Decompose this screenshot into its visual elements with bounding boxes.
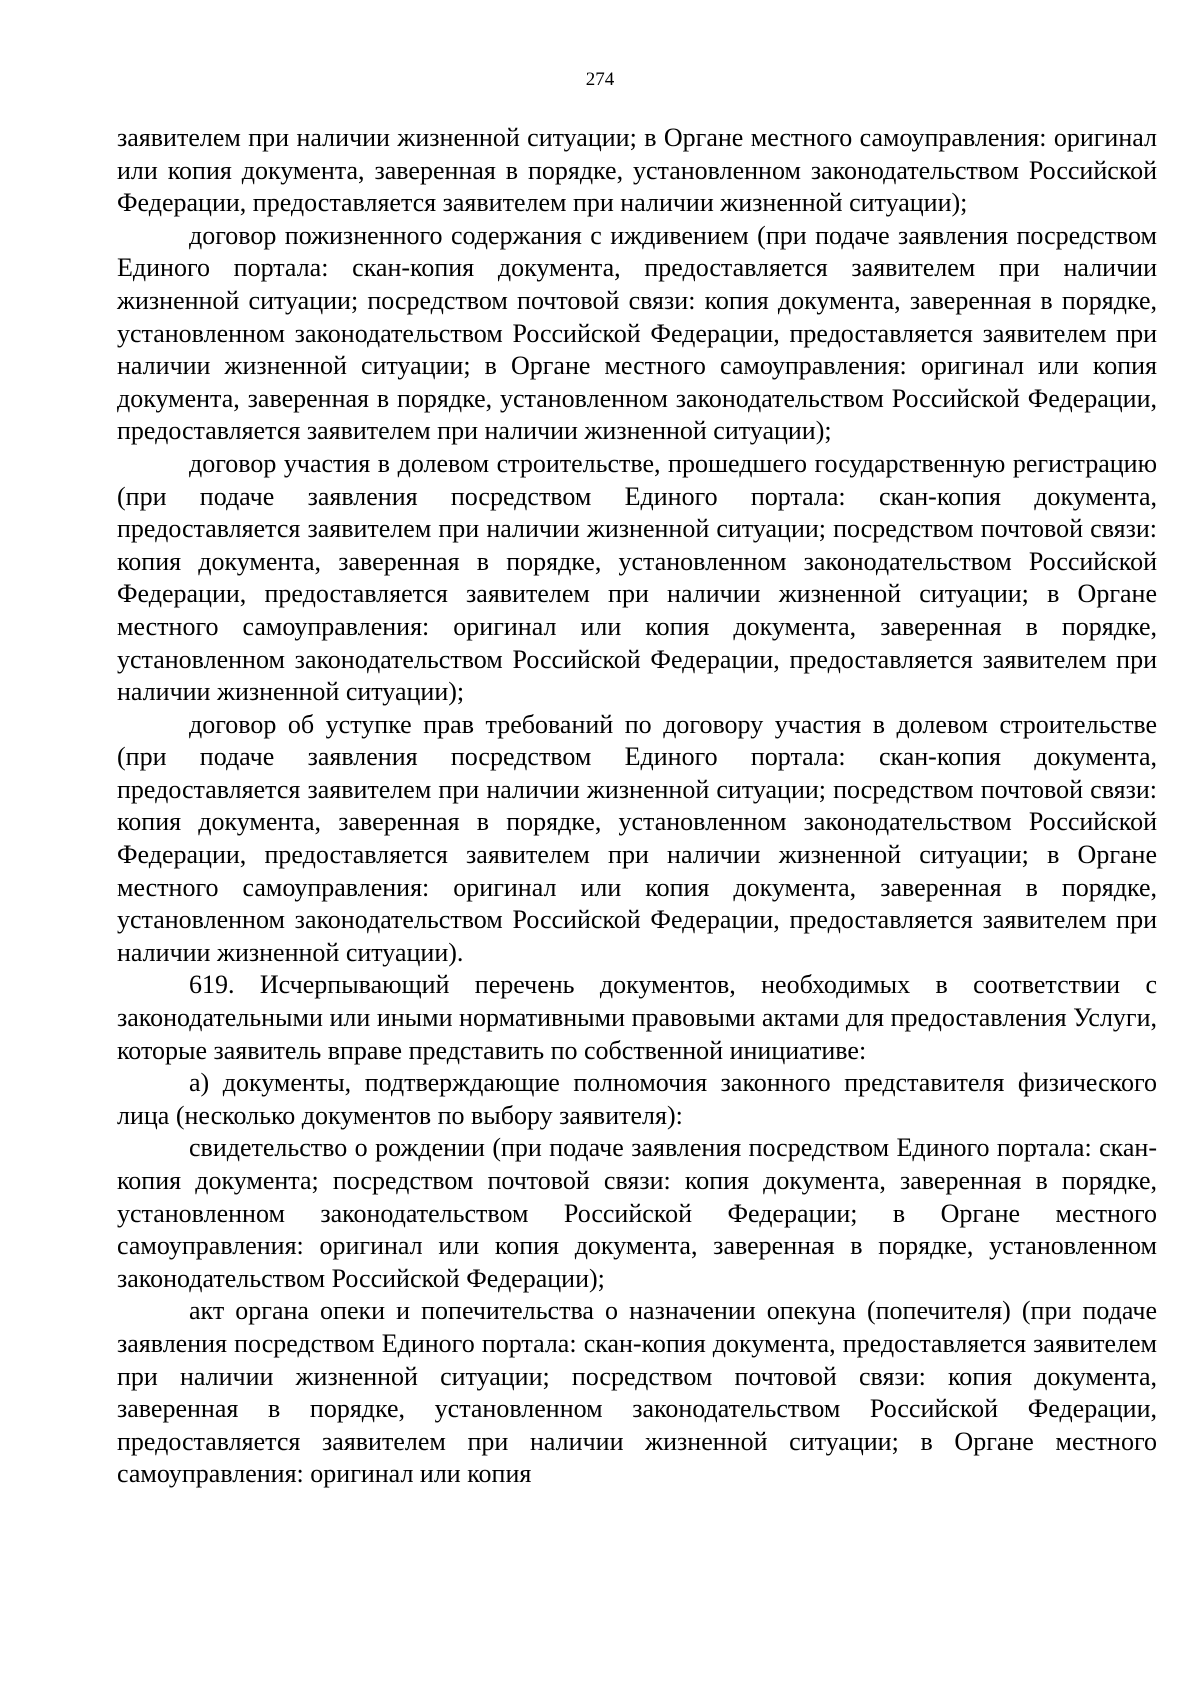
- paragraph-birth-certificate: свидетельство о рождении (при подаче заявления посредством Единого портала: скан-копия документа; посредством почтовой связи: копия документа, заверенная в порядке, установленном законодательством Российской Федерации; в Органе местного самоуправления: оригинал или копия документа, заверенная в порядке, установленном законодательством Российской Федерации);: [117, 1133, 1157, 1293]
- paragraph-list-item-a: а) документы, подтверждающие полномочия законного представителя физического лица (несколько документов по выбору заявителя):: [117, 1068, 1157, 1130]
- page-number: 274: [585, 69, 615, 90]
- paragraph-shared-construction-contract: договор участия в долевом строительстве, прошедшего государственную регистрацию (при подаче заявления посредством Единого портала: скан-копия документа, предоставляется заявителем при наличии жизненной ситуации; посредством почтовой связи: копия документа, заверенная в порядке, установленном законодательством Российской Федерации, предоставляется заявителем при наличии жизненной ситуации; в Органе местного самоуправления: оригинал или копия документа, заверенная в порядке, установленном законодательством Российской Федерации, предоставляется заявителем при наличии жизненной ситуации);: [117, 448, 1157, 707]
- paragraph-assignment-of-rights-contract: договор об уступке прав требований по договору участия в долевом строительстве (при подаче заявления посредством Единого портала: скан-копия документа, предоставляется заявителем при наличии жизненной ситуации; посредством почтовой связи: копия документа, заверенная в порядке, установленном законодательством Российской Федерации, предоставляется заявителем при наличии жизненной ситуации; в Органе местного самоуправления: оригинал или копия документа, заверенная в порядке, установленном законодательством Российской Федерации, предоставляется заявителем при наличии жизненной ситуации).: [117, 709, 1157, 967]
- document-body: [117, 122, 1157, 1491]
- paragraph-continuation: заявителем при наличии жизненной ситуации; в Органе местного самоуправления: оригинал или копия документа, заверенная в порядке, установленном законодательством Российской Федерации, предоставляется заявителем при наличии жизненной ситуации);: [117, 123, 1157, 218]
- paragraph-guardianship-act: акт органа опеки и попечительства о назначении опекуна (попечителя) (при подаче заявления посредством Единого портала: скан-копия документа, предоставляется заявителем при наличии жизненной ситуации; посредством почтовой связи: копия документа, заверенная в порядке, установленном законодательством Российской Федерации, предоставляется заявителем при наличии жизненной ситуации; в Органе местного самоуправления: оригинал или копия: [117, 1296, 1157, 1489]
- paragraph-lifetime-maintenance-contract: договор пожизненного содержания с иждивением (при подаче заявления посредством Единого портала: скан-копия документа, предоставляется заявителем при наличии жизненной ситуации; посредством почтовой связи: копия документа, заверенная в порядке, установленном законодательством Российской Федерации, предоставляется заявителем при наличии жизненной ситуации; в Органе местного самоуправления: оригинал или копия документа, заверенная в порядке, установленном законодательством Российской Федерации, предоставляется заявителем при наличии жизненной ситуации);: [117, 220, 1157, 446]
- paragraph-619: 619. Исчерпывающий перечень документов, необходимых в соответствии с законодательными или иными нормативными правовыми актами для предоставления Услуги, которые заявитель вправе представить по собственной инициативе:: [117, 970, 1157, 1065]
